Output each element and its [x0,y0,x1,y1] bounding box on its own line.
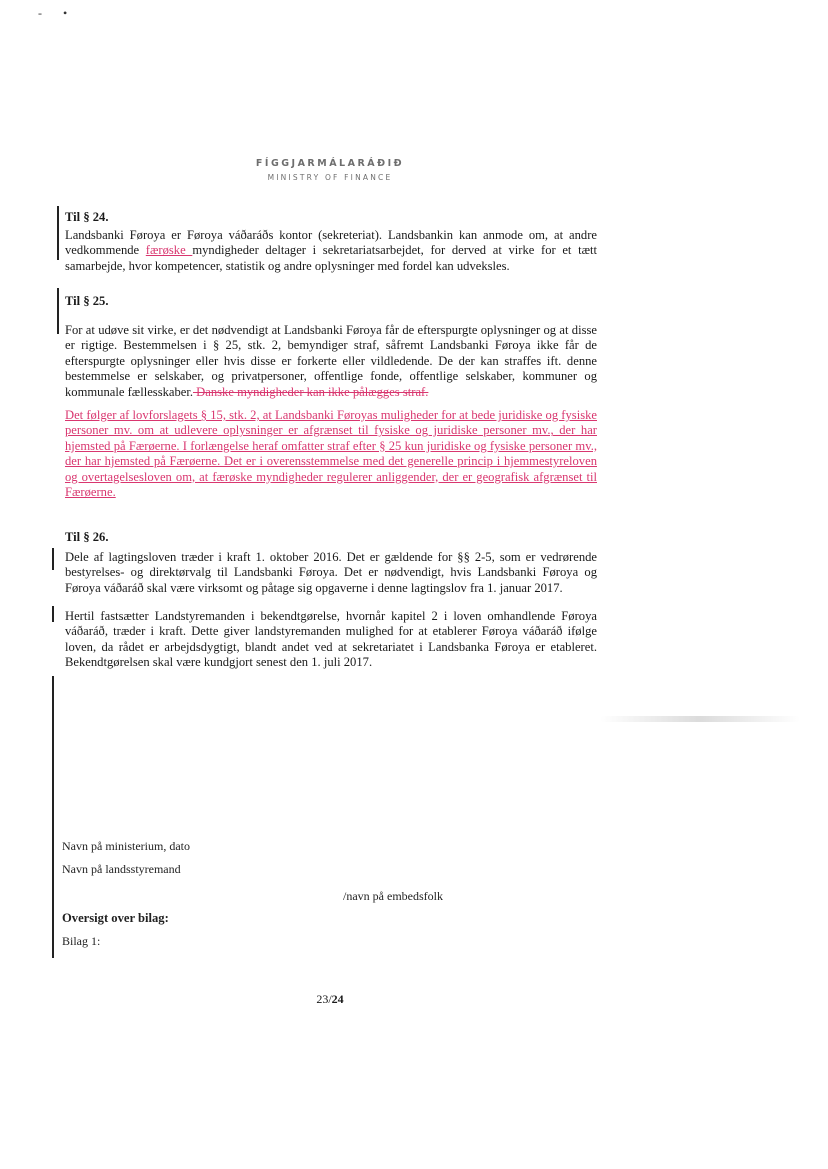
section-24-heading: Til § 24. [65,210,109,224]
section-26-paragraph-1: Dele af lagtingsloven træder i kraft 1. oktober 2016. Det er gældende for §§ 2-5, som er vedrørende bestyrelses- og direktørvalg til Landsbanki Føroya. Det er nødvendigt, hvis Landsbanki Føroya og Føroya váðaráð skal være virksomt og påtage sig opgaverne i denne lagtingslov fra 1. januar 2017. [65,550,597,595]
section-24-text-after: myndigheder deltager i sekretariatsarbejdet, for derved at virke for et tætt samarbejde, hvor kompetencer, statistik og andre oplysninger med fordel kan udveksles. [65,243,597,273]
page-number [300,992,360,1007]
change-bar [57,288,59,334]
change-bar [52,548,54,570]
section-25-body [65,323,597,400]
deleted-text: Danske myndigheder kan ikke pålægges straf. [193,384,429,399]
change-bar [52,676,54,958]
inserted-paragraph: Det følger af lovforslagets § 15, stk. 2, at Landsbanki Føroyas muligheder for at bede juridiske og fysiske personer mv. om at udlevere oplysninger er afgrænset til fysiske og juridiske personer mv., der har hjemsted på Færøerne. I forlængelse heraf omfatter straf efter § 25 kun juridiske og fysiske personer mv., der har hjemsted på Færøerne. Det er i overensstemmelse med det generelle princip i hjemmestyreloven og overtagelsesloven om, at færøske myndigheder regulerer anliggender, der er geografisk afgrænset til Færøerne. [65,408,597,500]
section-25-text: For at udøve sit virke, er det nødvendigt at Landsbanki Føroya får de efterspurgte oplysninger og at disse er rigtige. Bestemmelsen i § 25, stk. 2, bemyndiger straf, såfremt Landsbanki Føroya ikke får de efterspurgte oplysninger eller hvis disse er forkerte eller vildledende. De der kan straffes ift. denne bestemmelse er selskaber, og privatpersoner, offentlige fonde, offentlige selskaber, kommuner og kommunale fællesskaber. [65,323,597,399]
ministry-date-line: Navn på ministerium, dato [62,839,190,853]
scan-mark-dash: - [38,6,42,20]
change-bar [52,606,54,622]
section-24-text-before: Landsbanki Føroya er Føroya váðaráðs kontor (sekreteriat). Landsbankin kan anmode om, at andre vedkommende [65,228,597,258]
letterhead [200,158,460,182]
section-26-paragraph-2: Hertil fastsætter Landstyremanden i bekendtgørelse, hvornår kapitel 2 i loven omhandlende Føroya váðaráð, træder i kraft. Dette giver landstyremanden mulighed for at etablerer Føroya váðaráð ifølge loven, da rådet er arbejdsdygtigt, blandt andet ved at sekretariatet i Landsbanka Føroya er etableret. Bekendtgørelsen skal være kundgjort senest den 1. juli 2017. [65,609,597,670]
section-25-heading: Til § 25. [65,294,109,308]
annex-item: Bilag 1: [62,934,101,948]
ministry-subtitle: MINISTRY OF FINANCE [267,173,393,182]
minister-name-line: Navn på landsstyremand [62,862,181,876]
change-bar [57,206,59,260]
section-24-body [65,228,597,274]
page-current: 23/ [316,992,332,1006]
ministry-name: FÍGGJARMÁLARÁÐIÐ [255,158,405,169]
scan-mark-dot: • [63,6,68,20]
inserted-text: færøske [145,243,193,258]
official-name-line: /navn på embedsfolk [343,889,443,903]
page-total: 24 [331,992,344,1006]
annex-heading: Oversigt over bilag: [62,911,169,925]
scan-smudge [600,716,800,722]
section-26-heading: Til § 26. [65,530,109,544]
